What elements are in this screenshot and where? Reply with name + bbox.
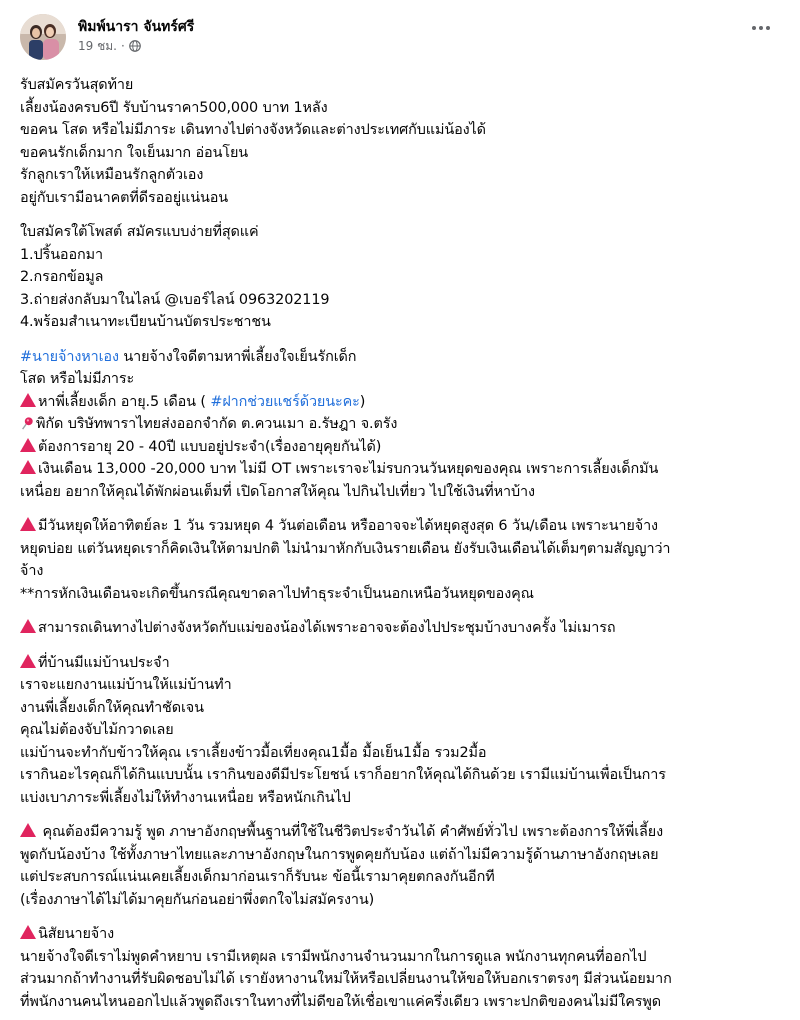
line-text: แต่ประสบการณ์แน่นเคยเลี้ยงเด็กมาก่อนเราก็รับนะ ข้อนี้เรามาคุยตกลงกันอีกที xyxy=(20,869,495,885)
post-line xyxy=(20,391,782,414)
post-line xyxy=(20,787,782,810)
post-paragraph xyxy=(20,652,782,810)
line-text: หยุดบ่อย แต่วันหยุดเราก็คิดเงินให้ตามปกติ ไม่นำมาหักกับเงินรายเดือน ยังรับเงินเดือนได้เต็มๆตามสัญญาว่า xyxy=(20,540,671,557)
hashtag-link[interactable]: #นายจ้างหาเอง xyxy=(20,348,119,365)
globe-icon xyxy=(129,40,141,52)
post-line xyxy=(20,413,782,436)
line-text: พูดกับน้องบ้าง ใช้ทั้งภาษาไทยและภาษาอังกฤษในการพูดคุยกับน้อง แต่ถ้าไม่มีความรู้ด้านภาษาอังกฤษเลย xyxy=(20,846,659,863)
post-paragraph xyxy=(20,346,782,504)
post-line xyxy=(20,481,782,504)
author-name[interactable]: พิมพ์นารา จันทร์ศรี xyxy=(78,19,195,35)
post-line xyxy=(20,289,782,312)
post-line xyxy=(20,368,782,391)
line-text: ขอคนรักเด็กมาก ใจเย็นมาก อ่อนโยน xyxy=(20,144,249,161)
line-text: แบ่งเบาภาระพี่เลี้ยงไม่ให้ทำงานเหนื่อย หรือหนักเกินไป xyxy=(20,789,351,806)
line-text: คุณไม่ต้องจับไม้กวาดเลย xyxy=(20,722,174,738)
line-text: รักลูกเราให้เหมือนรักลูกตัวเอง xyxy=(20,167,204,183)
post-line xyxy=(20,538,782,561)
red-triangle-icon xyxy=(20,654,36,668)
line-text: เรากินอะไรคุณก็ได้กินแบบนั้น เรากินของดีมีประโยชน์ เราก็อยากให้คุณได้กินด้วย เรามีแม่บ้านเพื่อเป็นการ xyxy=(20,767,666,783)
more-options-icon[interactable] xyxy=(748,18,774,38)
post-line xyxy=(20,968,782,991)
author-avatar[interactable] xyxy=(20,14,66,60)
line-text: หาพี่เลี้ยงเด็ก อายุ.5 เดือน ( xyxy=(38,393,211,410)
line-text: ต้องการอายุ 20 - 40ปี แบบอยู่ประจำ(เรื่องอายุคุยกันได้) xyxy=(38,438,382,455)
post-line xyxy=(20,97,782,120)
post-line xyxy=(20,346,782,369)
line-text: เงินเดือน 13,000 -20,000 บาท ไม่มี OT เพราะเราจะไม่รบกวนวันหยุดของคุณ เพราะการเลี้ยงเด็กมัน xyxy=(38,461,659,477)
line-text-tail: ) xyxy=(359,393,366,410)
post-time[interactable]: 19 ชม. xyxy=(78,39,117,53)
line-text: นิสัยนายจ้าง xyxy=(38,926,115,942)
line-text: แม่บ้านจะทำกับข้าวให้คุณ เราเลี้ยงข้าวมื้อเที่ยงคุณ1มื้อ มื้อเย็น1มื้อ รวม2มื้อ xyxy=(20,744,487,761)
line-text: เหนื่อย อยากให้คุณได้พักผ่อนเต็มที่ เปิดโอกาสให้คุณ ไปกินไปเที่ยว ไปใช้เงินที่หาบ้าง xyxy=(20,483,535,500)
post-paragraph xyxy=(20,821,782,911)
post-line xyxy=(20,221,782,244)
post-line xyxy=(20,164,782,187)
line-text: **การหักเงินเดือนจะเกิดขึ้นกรณีคุณขาดลาไปทำธุระจำเป็นนอกเหนือวันหยุดของคุณ xyxy=(20,585,534,602)
post-line xyxy=(20,142,782,165)
post-paragraph xyxy=(20,923,782,1013)
line-text: ที่บ้านมีแม่บ้านประจำ xyxy=(38,654,170,671)
line-text: คุณต้องมีความรู้ พูด ภาษาอังกฤษพื้นฐานที่ใช้ในชีวิตประจำวันได้ คำศัพย์ทั่วไป เพราะต้องการให้พี่เลี้ยง xyxy=(38,824,664,840)
post-line xyxy=(20,764,782,787)
line-text: ขอคน โสด หรือไม่มีภาระ เดินทางไปต่างจังหวัดและต่างประเทศกับแม่น้องได้ xyxy=(20,122,486,138)
post-line xyxy=(20,617,782,640)
line-text: 3.ถ่ายส่งกลับมาในไลน์ @เบอร์ไลน์ 0963202119 xyxy=(20,291,330,308)
line-text: 4.พร้อมสำเนาทะเบียนบ้านบัตรประชาชน xyxy=(20,314,271,330)
line-text: เราจะแยกงานแม่บ้านให้แม่บ้านทำ xyxy=(20,677,232,693)
line-text: นายจ้างใจดีตามหาพี่เลี้ยงใจเย็นรักเด็ก xyxy=(118,348,357,365)
post-line xyxy=(20,889,782,912)
post-line xyxy=(20,923,782,946)
line-text: จ้าง xyxy=(20,563,44,579)
line-text: โสด หรือไม่มีภาระ xyxy=(20,371,135,387)
post-line xyxy=(20,719,782,742)
line-text: 1.ปริ้นออกมา xyxy=(20,246,103,263)
post-line xyxy=(20,674,782,697)
post-line xyxy=(20,821,782,844)
red-triangle-icon xyxy=(20,460,36,474)
post-line xyxy=(20,652,782,675)
post-meta xyxy=(78,37,194,55)
post-line xyxy=(20,560,782,583)
post-line xyxy=(20,266,782,289)
avatar-photo xyxy=(20,14,66,60)
post-paragraph xyxy=(20,74,782,209)
post-line xyxy=(20,244,782,267)
line-text: พิกัด บริษัทพาราไทยส่งออกจำกัด ต.ควนเมา อ.รัษฎา จ.ตรัง xyxy=(36,416,398,432)
meta-separator: · xyxy=(120,39,125,53)
red-triangle-icon xyxy=(20,438,36,452)
line-text: เลี้ยงน้องครบ6ปี รับบ้านราคา500,000 บาท 1หลัง xyxy=(20,99,328,116)
line-text: งานพี่เลี้ยงเด็กให้คุณทำชัดเจน xyxy=(20,699,204,716)
post-line xyxy=(20,844,782,867)
post-line xyxy=(20,436,782,459)
round-pushpin-icon xyxy=(20,416,34,430)
red-triangle-icon xyxy=(20,925,36,939)
post-paragraph xyxy=(20,221,782,334)
red-triangle-icon xyxy=(20,517,36,531)
line-text: (เรื่องภาษาได้ไม่ได้มาคุยกันก่อนอย่าพึ่งตกใจไม่สมัครงาน) xyxy=(20,891,375,908)
red-triangle-icon xyxy=(20,823,36,837)
post-line xyxy=(20,946,782,969)
author-block xyxy=(78,14,194,55)
post-line xyxy=(20,119,782,142)
line-text: ที่พนักงานคนไหนออกไปแล้วพูดถึงเราในทางที่ไม่ดีขอให้เชื่อเขาแค่ครึ่งเดียว เพราะปกติของคนไม่มีใครพูด xyxy=(20,993,661,1010)
post-line xyxy=(20,311,782,334)
line-text: ใบสมัครใต้โพสต์ สมัครแบบง่ายที่สุดแค่ xyxy=(20,224,259,240)
line-text: มีวันหยุดให้อาทิตย์ละ 1 วัน รวมหยุด 4 วันต่อเดือน หรืออาจจะได้หยุดสูงสุด 6 วัน/เดือน เพราะนายจ้าง xyxy=(38,518,658,534)
line-text: 2.กรอกข้อมูล xyxy=(20,269,104,285)
post-line xyxy=(20,991,782,1014)
post-line xyxy=(20,583,782,606)
post-line xyxy=(20,458,782,481)
post-line xyxy=(20,515,782,538)
red-triangle-icon xyxy=(20,393,36,407)
line-text: อยู่กับเรามีอนาคตที่ดีรออยู่แน่นอน xyxy=(20,189,228,206)
post-paragraph xyxy=(20,617,782,640)
line-text: นายจ้างใจดีเราไม่พูดคำหยาบ เรามีเหตุผล เรามีพนักงานจำนวนมากในการดูแล พนักงานทุกคนที่ออกไป xyxy=(20,948,647,965)
red-triangle-icon xyxy=(20,619,36,633)
post-paragraph xyxy=(20,515,782,605)
line-text: ส่วนมากถ้าทำงานที่รับผิดชอบไม่ได้ เรายังหางานใหม่ให้หรือเปลี่ยนงานให้ขอให้บอกเราตรงๆ มีส่วนน้อยมาก xyxy=(20,971,672,987)
hashtag-link[interactable]: #ฝากช่วยแชร์ด้วยนะคะ xyxy=(210,393,360,410)
post-line xyxy=(20,187,782,210)
post-line xyxy=(20,866,782,889)
post-body xyxy=(20,74,800,1013)
line-text: สามารถเดินทางไปต่างจังหวัดกับแม่ของน้องได้เพราะอาจจะต้องไปประชุมบ้างบางครั้ง ไม่เมารถ xyxy=(38,620,616,636)
post-line xyxy=(20,74,782,97)
line-text: รับสมัครวันสุดท้าย xyxy=(20,77,134,93)
post-header xyxy=(20,14,800,74)
post-line xyxy=(20,742,782,765)
post-line xyxy=(20,697,782,720)
